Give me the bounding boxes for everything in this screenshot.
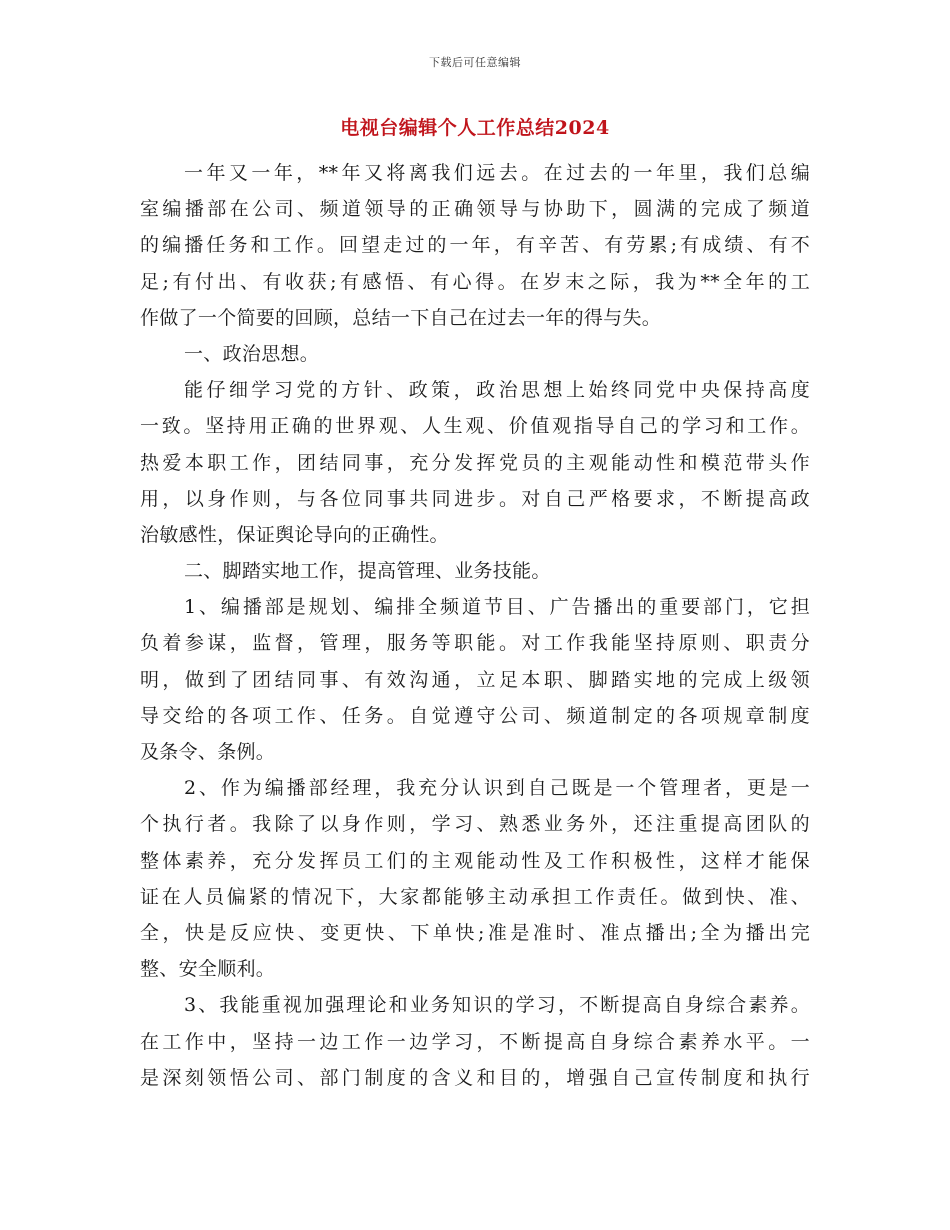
body-line: 的编播任务和工作。回望走过的一年，有辛苦、有劳累;有成绩、有不 <box>140 234 810 257</box>
body-line: 2、作为编播部经理，我充分认识到自己既是一个管理者，更是一 <box>184 777 810 800</box>
body-line: 全，快是反应快、变更快、下单快;准是准时、准点播出;全为播出完 <box>140 921 810 944</box>
body-line: 3、我能重视加强理论和业务知识的学习，不断提高自身综合素养。 <box>184 994 810 1017</box>
body-line: 热爱本职工作，团结同事，充分发挥党员的主观能动性和模范带头作 <box>140 451 810 474</box>
body-line: 是深刻领悟公司、部门制度的含义和目的，增强自己宣传制度和执行 <box>140 1066 810 1089</box>
body-line: 明，做到了团结同事、有效沟通，立足本职、脚踏实地的完成上级领 <box>140 668 810 691</box>
body-line: 作做了一个简要的回顾，总结一下自己在过去一年的得与失。 <box>140 306 662 329</box>
body-line: 室编播部在公司、频道领导的正确领导与协助下，圆满的完成了频道 <box>140 198 810 221</box>
section-heading: 一、政治思想。 <box>184 342 320 365</box>
document-body <box>140 155 810 1096</box>
body-line: 证在人员偏紧的情况下，大家都能够主动承担工作责任。做到快、准、 <box>140 885 810 908</box>
body-line: 治敏感性，保证舆论导向的正确性。 <box>140 523 449 546</box>
body-line: 1、编播部是规划、编排全频道节目、广告播出的重要部门，它担 <box>184 596 810 619</box>
body-line: 负着参谋，监督，管理，服务等职能。对工作我能坚持原则、职责分 <box>140 632 810 655</box>
body-line: 导交给的各项工作、任务。自觉遵守公司、频道制定的各项规章制度 <box>140 704 810 727</box>
document-title: 电视台编辑个人工作总结2024 <box>340 117 610 139</box>
body-line: 及条令、条例。 <box>140 741 276 763</box>
body-line: 在工作中，坚持一边工作一边学习，不断提高自身综合素养水平。一 <box>140 1030 810 1053</box>
body-line: 整体素养，充分发挥员工们的主观能动性及工作积极性，这样才能保 <box>140 849 810 872</box>
page-header-note: 下载后可任意编辑 <box>429 56 521 69</box>
section-heading: 二、脚踏实地工作，提高管理、业务技能。 <box>184 560 551 583</box>
body-line: 一致。坚持用正确的世界观、人生观、价值观指导自己的学习和工作。 <box>140 415 810 438</box>
body-line: 个执行者。我除了以身作则，学习、熟悉业务外，还注重提高团队的 <box>140 813 810 836</box>
body-line: 能仔细学习党的方针、政策，政治思想上始终同党中央保持高度 <box>184 379 810 402</box>
body-line: 一年又一年，**年又将离我们远去。在过去的一年里，我们总编 <box>184 162 810 184</box>
body-line: 足;有付出、有收获;有感悟、有心得。在岁末之际，我为**全年的工 <box>140 270 810 293</box>
body-line: 整、安全顺利。 <box>140 958 276 981</box>
body-line: 用，以身作则，与各位同事共同进步。对自己严格要求，不断提高政 <box>140 487 810 510</box>
